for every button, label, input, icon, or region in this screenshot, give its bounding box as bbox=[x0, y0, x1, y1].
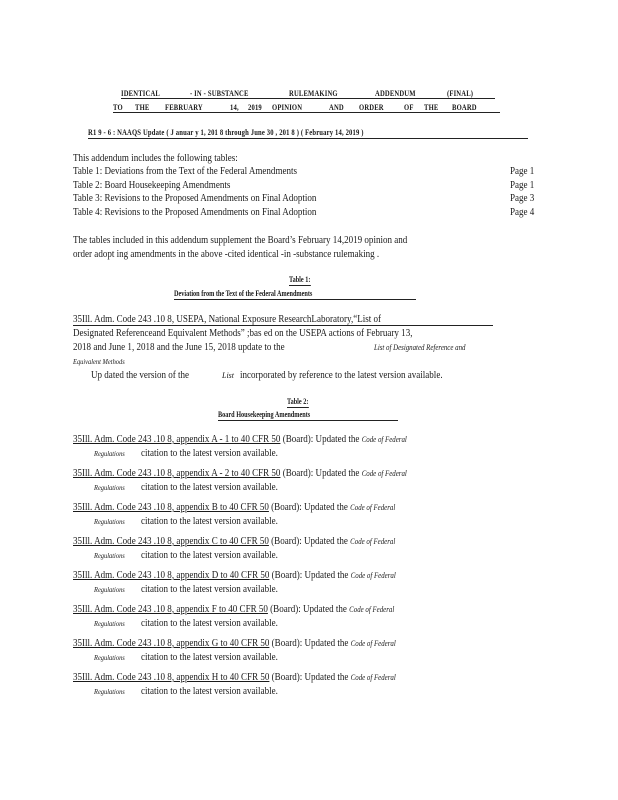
table-2-row-line-1 bbox=[73, 672, 477, 683]
table-2-row-regulations: Regulations bbox=[94, 619, 141, 628]
toc-item-page: Page 1 bbox=[510, 180, 535, 191]
table-2-row bbox=[73, 638, 543, 663]
table-2-row-regulations: Regulations bbox=[94, 551, 141, 560]
table-2-row-regulations: Regulations bbox=[94, 687, 141, 696]
table-2-row-code-name: Code of Federal bbox=[349, 605, 395, 614]
header-word: RULEMAKING bbox=[289, 88, 338, 98]
table-2-row-code-name: Code of Federal bbox=[350, 571, 396, 580]
table-2-row-rest: citation to the latest version available. bbox=[140, 652, 278, 663]
table-2-row bbox=[73, 468, 543, 493]
table-2-row-text: (Board): Updated the bbox=[269, 672, 351, 683]
summary-line: The tables included in this addendum supplement the Board’s February 14,2019 opinion and bbox=[73, 235, 408, 246]
table-2-row bbox=[73, 672, 543, 697]
header-word: 14, bbox=[230, 102, 239, 112]
header-underline bbox=[121, 98, 495, 99]
table-2-heading-underline bbox=[218, 420, 398, 421]
docket-underline bbox=[88, 138, 528, 139]
table-1-entry-line: incorporated by reference to the latest version available. bbox=[240, 370, 443, 381]
header-word: OPINION bbox=[272, 102, 303, 112]
table-2-row-line-2 bbox=[94, 482, 480, 493]
header-word: FEBRUARY bbox=[165, 102, 203, 112]
table-2-row-line-2 bbox=[94, 652, 480, 663]
table-1-heading-underline bbox=[174, 299, 416, 300]
table-2-row-line-1 bbox=[73, 570, 477, 581]
table-2-row-citation: 35Ill. Adm. Code 243 .10 8, appendix H to 40 CFR 50 bbox=[73, 672, 270, 683]
table-2-row-line-2 bbox=[94, 584, 480, 595]
table-2-row bbox=[73, 570, 543, 595]
table-2-row-line-1 bbox=[73, 434, 477, 445]
table-1-entry-italic: Equivalent Methods bbox=[73, 357, 125, 366]
summary-line: order adopt ing amendments in the above -cited identical -in -substance rulemaking . bbox=[73, 249, 380, 260]
table-2-row bbox=[73, 502, 543, 527]
table-2-row-regulations: Regulations bbox=[94, 585, 141, 594]
header-word: BOARD bbox=[452, 102, 477, 112]
header-word: 2019 bbox=[248, 102, 262, 112]
header-word: IDENTICAL bbox=[121, 88, 160, 98]
table-2-row-line-1 bbox=[73, 604, 477, 615]
table-1-title: Table 1: bbox=[289, 275, 311, 284]
table-2-row-text: (Board): Updated the bbox=[268, 536, 351, 547]
table-2-row bbox=[73, 604, 543, 629]
table-2-row-line-2 bbox=[94, 618, 480, 629]
table-2-row-line-2 bbox=[94, 516, 480, 527]
table-2-row-citation: 35Ill. Adm. Code 243 .10 8, appendix D to 40 CFR 50 bbox=[73, 570, 270, 581]
table-2-row-citation: 35Ill. Adm. Code 243 .10 8, appendix G to 40 CFR 50 bbox=[73, 638, 270, 649]
table-2-heading: Board Housekeeping Amendments bbox=[218, 410, 311, 419]
table-2-row-line-1 bbox=[73, 468, 477, 479]
toc-item-label: Table 4: Revisions to the Proposed Amendments on Final Adoption bbox=[73, 207, 317, 218]
header-word: AND bbox=[329, 102, 344, 112]
docket-line: R1 9 - 6 : NAAQS Update ( J anuar y 1, 201 8 through June 30 , 201 8 ) ( February 14, 2019 ) bbox=[88, 127, 364, 137]
table-2-row-rest: citation to the latest version available. bbox=[140, 584, 278, 595]
header-word: ORDER bbox=[359, 102, 384, 112]
table-2-row-rest: citation to the latest version available. bbox=[140, 482, 278, 493]
header-underline bbox=[113, 112, 500, 113]
table-2-title: Table 2: bbox=[287, 397, 309, 406]
table-2-row-line-2 bbox=[94, 448, 480, 459]
toc-item-page: Page 3 bbox=[510, 193, 535, 204]
table-2-row-code-name: Code of Federal bbox=[350, 503, 396, 512]
table-2-row-text: (Board): Updated the bbox=[267, 604, 350, 615]
header-word: THE bbox=[135, 102, 150, 112]
table-2-row bbox=[73, 434, 543, 459]
table-1-entry-line: Designated Referenceand Equivalent Methods” ;bas ed on the USEPA actions of February 13, bbox=[73, 328, 413, 339]
table-2-row-rest: citation to the latest version available. bbox=[140, 550, 278, 561]
table-2-row-regulations: Regulations bbox=[94, 449, 141, 458]
table-2-row-line-2 bbox=[94, 550, 480, 561]
table-1-entry-line: Up dated the version of the bbox=[91, 370, 190, 381]
table-2-row-citation: 35Ill. Adm. Code 243 .10 8, appendix F to 40 CFR 50 bbox=[73, 604, 268, 615]
table-2-row-regulations: Regulations bbox=[94, 653, 141, 662]
table-2-row-line-2 bbox=[94, 686, 480, 697]
table-2-row-rest: citation to the latest version available. bbox=[140, 448, 278, 459]
toc-item-label: Table 2: Board Housekeeping Amendments bbox=[73, 180, 231, 191]
table-2-row-line-1 bbox=[73, 638, 477, 649]
toc-item-label: Table 3: Revisions to the Proposed Amendments on Final Adoption bbox=[73, 193, 317, 204]
table-2-row-line-1 bbox=[73, 536, 477, 547]
table-2-row-code-name: Code of Federal bbox=[350, 537, 396, 546]
table-1-entry-italic: List bbox=[222, 371, 235, 380]
header-word: ADDENDUM bbox=[375, 88, 416, 98]
table-2-row-code-name: Code of Federal bbox=[361, 469, 407, 478]
table-2-row-text: (Board): Updated the bbox=[280, 468, 362, 479]
table-2-row-code-name: Code of Federal bbox=[361, 435, 407, 444]
toc-item-page: Page 1 bbox=[510, 166, 535, 177]
header-word: (FINAL) bbox=[447, 88, 474, 98]
table-2-row-citation: 35Ill. Adm. Code 243 .10 8, appendix C to 40 CFR 50 bbox=[73, 536, 269, 547]
table-2-row-text: (Board): Updated the bbox=[269, 570, 351, 581]
intro-text: This addendum includes the following tables: bbox=[73, 153, 238, 164]
table-2-row-regulations: Regulations bbox=[94, 517, 141, 526]
table-2-row-rest: citation to the latest version available. bbox=[140, 618, 278, 629]
table-1-entry-line: 35Ill. Adm. Code 243 .10 8, USEPA, National Exposure ResearchLaboratory,“List of bbox=[73, 314, 382, 325]
table-1-entry-line: 2018 and June 1, 2018 and the June 15, 2018 update to the bbox=[73, 342, 285, 353]
table-2-row-text: (Board): Updated the bbox=[269, 638, 351, 649]
header-word: OF bbox=[404, 102, 414, 112]
table-1-entry-underline bbox=[73, 325, 493, 326]
table-2-row-text: (Board): Updated the bbox=[268, 502, 351, 513]
table-1-heading: Deviation from the Text of the Federal Amendments bbox=[174, 289, 313, 298]
toc-item-label: Table 1: Deviations from the Text of the Federal Amendments bbox=[73, 166, 298, 177]
table-1-entry-italic: List of Designated Reference and bbox=[374, 343, 466, 352]
table-2-row-code-name: Code of Federal bbox=[350, 639, 396, 648]
header-word: - IN - SUBSTANCE bbox=[190, 88, 249, 98]
table-2-row-regulations: Regulations bbox=[94, 483, 141, 492]
table-2-row-line-1 bbox=[73, 502, 477, 513]
table-2-row-rest: citation to the latest version available. bbox=[140, 686, 278, 697]
table-2-row-citation: 35Ill. Adm. Code 243 .10 8, appendix B to 40 CFR 50 bbox=[73, 502, 269, 513]
table-2-row-text: (Board): Updated the bbox=[280, 434, 362, 445]
table-2-row bbox=[73, 536, 543, 561]
table-2-row-code-name: Code of Federal bbox=[350, 673, 396, 682]
table-2-row-citation: 35Ill. Adm. Code 243 .10 8, appendix A - 1 to 40 CFR 50 bbox=[73, 434, 281, 445]
table-2-row-citation: 35Ill. Adm. Code 243 .10 8, appendix A - 2 to 40 CFR 50 bbox=[73, 468, 281, 479]
table-2-row-rest: citation to the latest version available. bbox=[140, 516, 278, 527]
header-word: THE bbox=[424, 102, 439, 112]
toc-item-page: Page 4 bbox=[510, 207, 535, 218]
header-word: TO bbox=[113, 102, 123, 112]
